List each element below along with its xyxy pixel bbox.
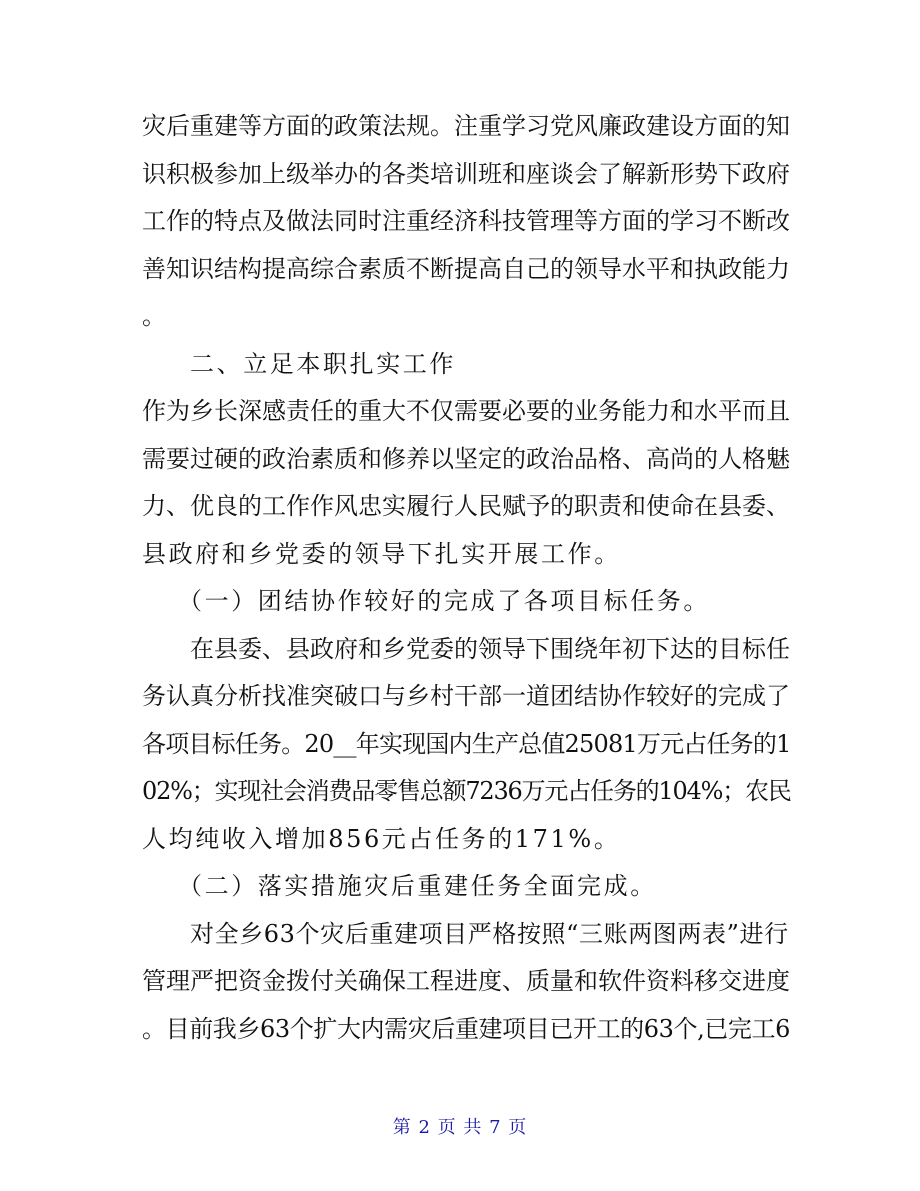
text-line: 各项目标任务。20__年实现国内生产总值25081万元占任务的1 [142, 729, 791, 758]
page-number-footer: 第 2 页 共 7 页 [392, 1117, 528, 1138]
text-line: 。 [142, 302, 169, 330]
subsection-heading: （二）落实措施灾后重建任务全面完成。 [178, 872, 657, 900]
text-line: 对全乡63个灾后重建项目严格按照“三账两图两表”进行 [190, 919, 789, 948]
text-line: 管理严把资金拨付关确保工程进度、质量和软件资料移交进度 [142, 967, 790, 995]
text-line: 识积极参加上级举办的各类培训班和座谈会了解新形势下政府 [142, 159, 790, 188]
subsection-heading: （一）团结协作较好的完成了各项目标任务。 [178, 587, 710, 615]
text-line: 善知识结构提高综合素质不断提高自己的领导水平和执政能力 [142, 254, 790, 283]
text-line: 工作的特点及做法同时注重经济科技管理等方面的学习不断改 [142, 207, 790, 235]
text-line: 力、优良的工作作风忠实履行人民赋予的职责和使命在县委、 [142, 492, 790, 520]
text-line: 。目前我乡63个扩大内需灾后重建项目已开工的63个,已完工6 [142, 1014, 790, 1043]
text-line: 务认真分析找准突破口与乡村干部一道团结协作较好的完成了 [142, 682, 790, 710]
text-line: 02%；实现社会消费品零售总额7236万元占任务的104%；农民 [142, 777, 791, 805]
text-line: 县政府和乡党委的领导下扎实开展工作。 [142, 539, 621, 568]
section-heading: 二、立足本职扎实工作 [190, 349, 456, 378]
text-line: 需要过硬的政治素质和修养以坚定的政治品格、高尚的人格魅 [142, 444, 790, 473]
document-body [142, 103, 792, 1053]
text-line: 在县委、县政府和乡党委的领导下围绕年初下达的目标任 [190, 634, 790, 663]
text-line: 作为乡长深感责任的重大不仅需要必要的业务能力和水平而且 [142, 397, 790, 425]
text-line: 灾后重建等方面的政策法规。注重学习党风廉政建设方面的知 [142, 112, 790, 140]
text-line: 人均纯收入增加856元占任务的171%。 [142, 824, 621, 853]
